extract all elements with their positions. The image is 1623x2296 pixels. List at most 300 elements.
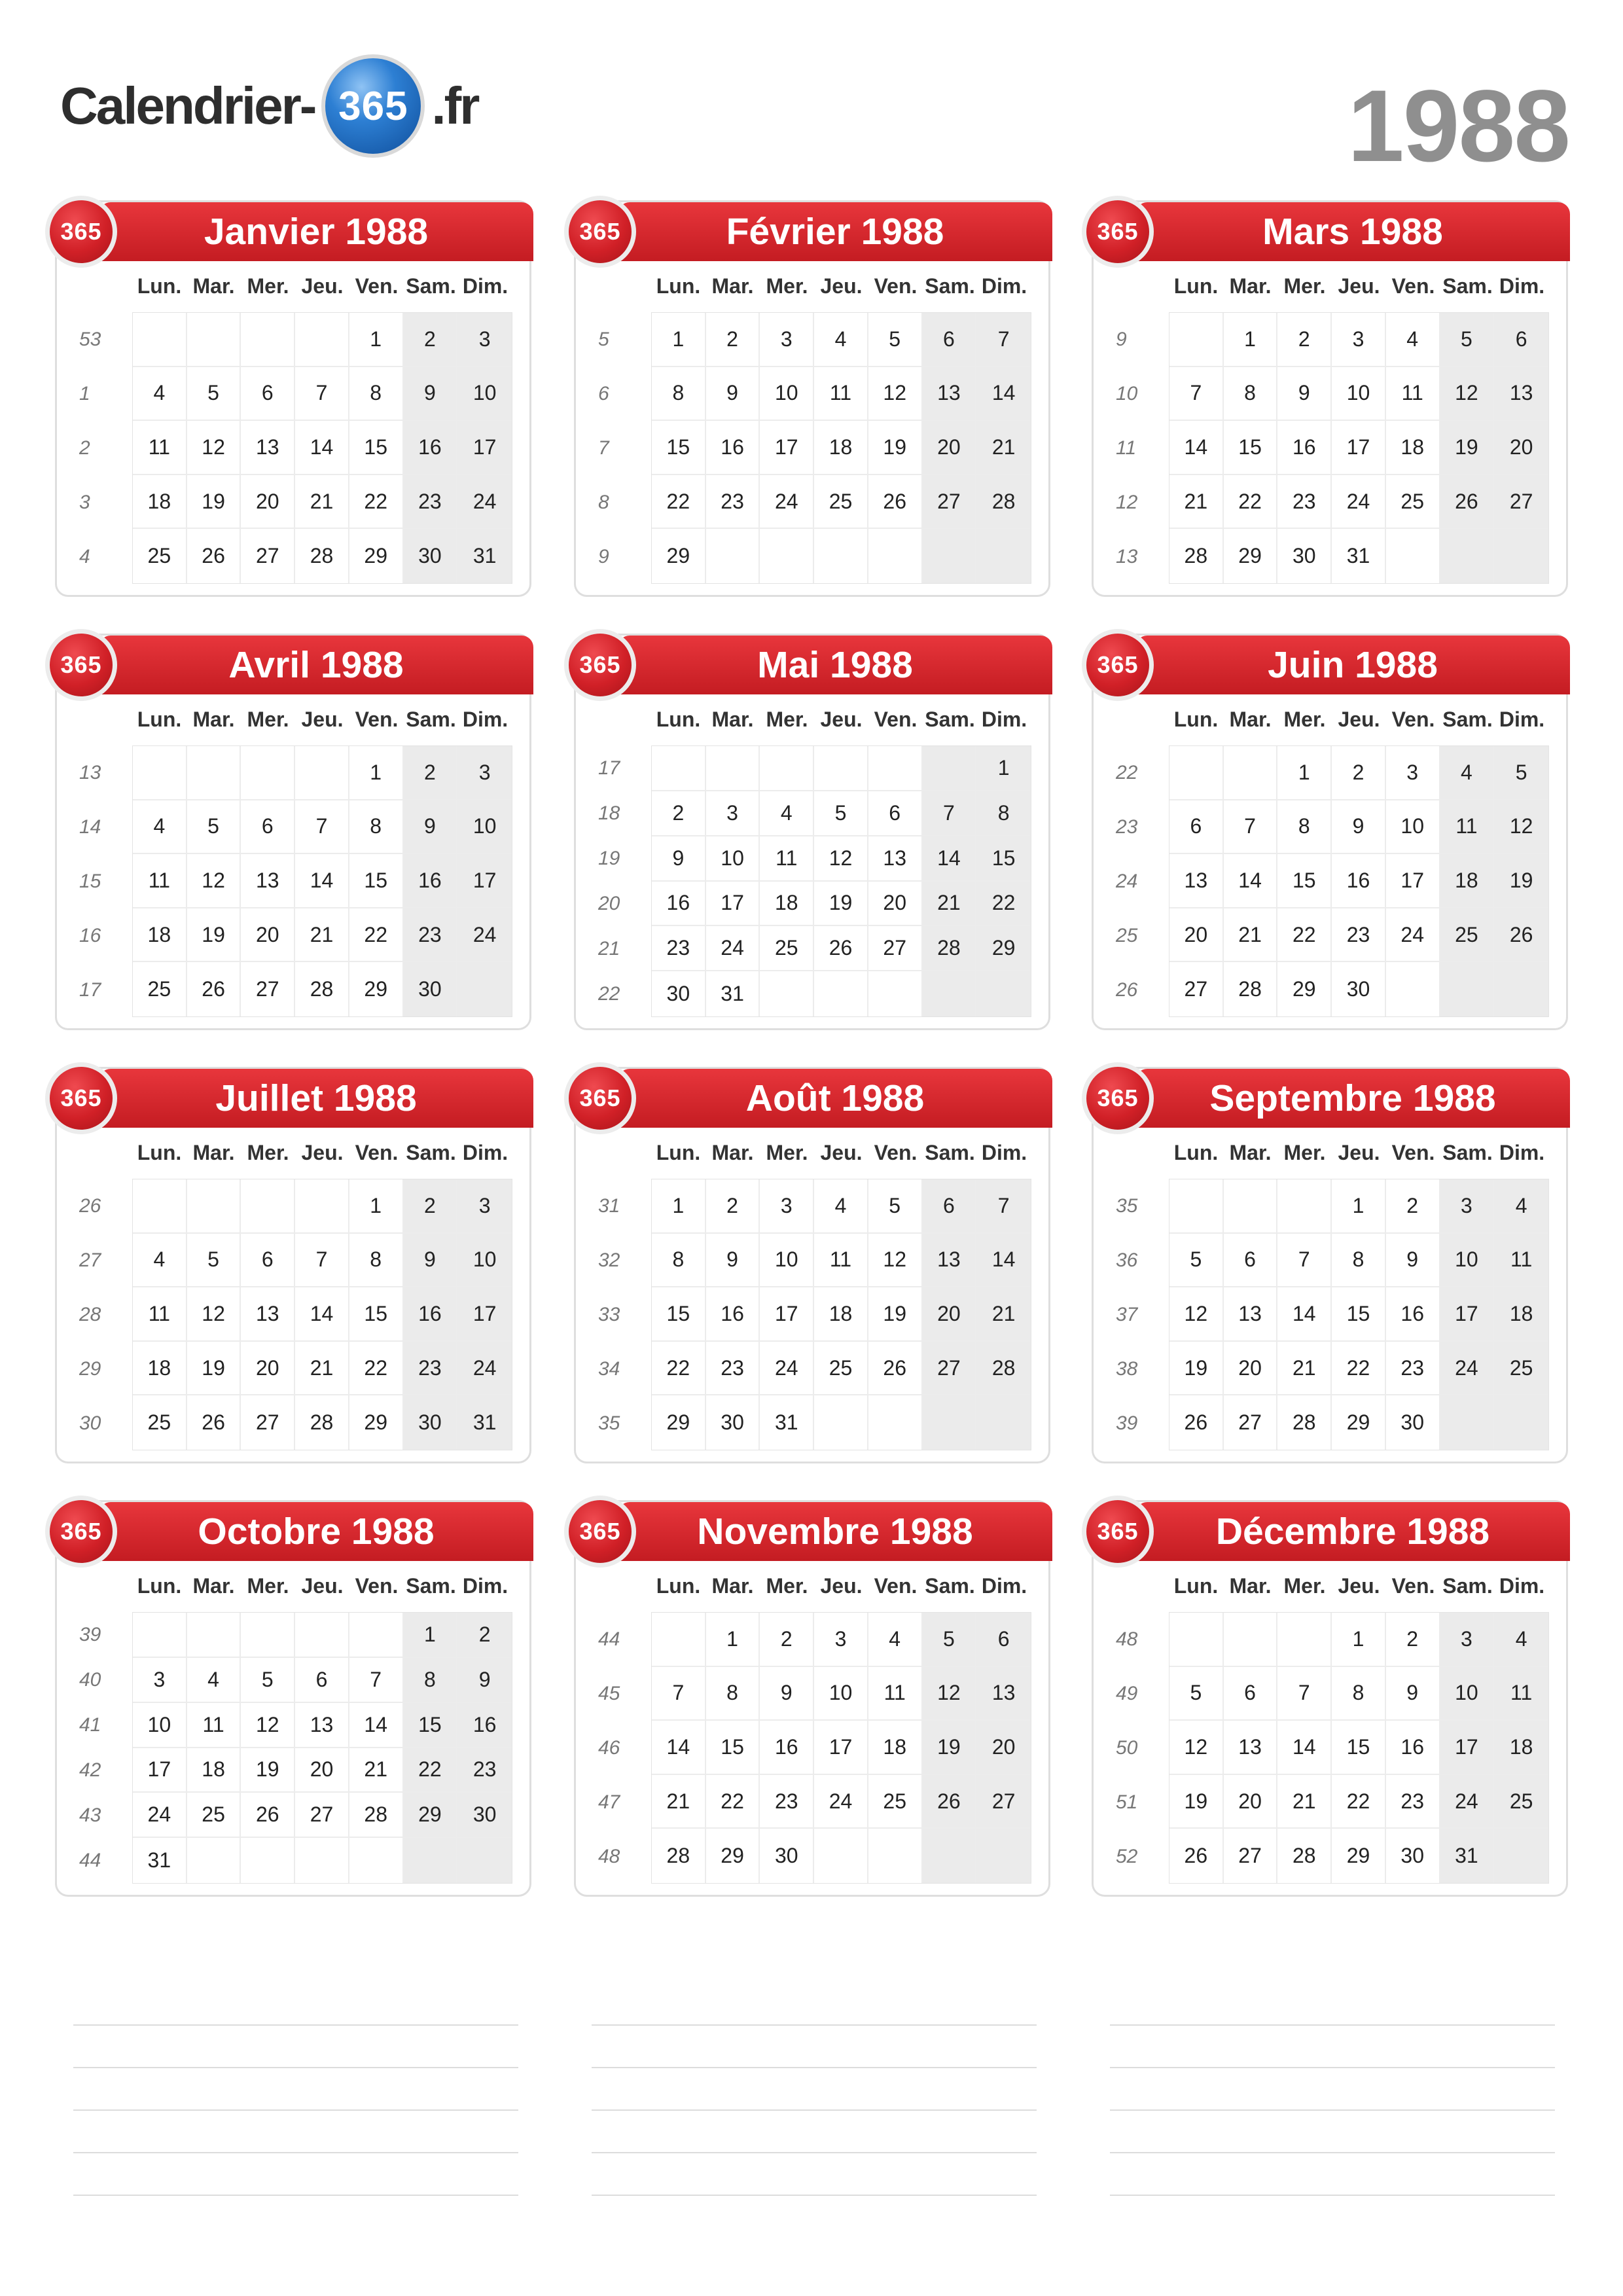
day-cell: 22 xyxy=(1332,1775,1386,1829)
month-title: Janvier 1988 xyxy=(99,202,533,261)
weekday-label: Jeu. xyxy=(820,274,863,298)
empty-cell xyxy=(241,746,295,800)
day-cell: 8 xyxy=(349,367,404,422)
day-cell: 5 xyxy=(1440,313,1495,367)
day-cell: 11 xyxy=(1440,800,1495,855)
day-cell: 17 xyxy=(1332,421,1386,475)
day-cell: 3 xyxy=(1332,313,1386,367)
day-cell: 24 xyxy=(1440,1342,1495,1396)
day-cell: 1 xyxy=(976,746,1031,791)
day-cell: 31 xyxy=(457,529,512,583)
day-cell: 2 xyxy=(404,746,458,800)
day-cell: 21 xyxy=(652,1775,706,1829)
day-cell: 19 xyxy=(868,1287,923,1342)
notes-column-1 xyxy=(73,1983,518,2232)
empty-cell xyxy=(706,529,760,583)
empty-cell xyxy=(814,746,868,791)
day-cell: 5 xyxy=(1169,1234,1224,1288)
weekday-label: Lun. xyxy=(656,1141,701,1164)
day-cell: 9 xyxy=(1277,367,1332,422)
empty-cell xyxy=(814,971,868,1016)
week-number: 46 xyxy=(598,1736,620,1759)
day-cell: 27 xyxy=(241,962,295,1016)
day-cell: 20 xyxy=(868,882,923,927)
weekday-label: Jeu. xyxy=(1338,1574,1380,1598)
day-cell: 10 xyxy=(760,367,814,422)
day-cell: 2 xyxy=(1386,1613,1440,1667)
day-cell: 7 xyxy=(1169,367,1224,422)
day-cell: 22 xyxy=(404,1748,458,1793)
weekday-label: Lun. xyxy=(1173,1574,1219,1598)
day-grid xyxy=(1169,1612,1549,1884)
day-cell: 20 xyxy=(1224,1342,1278,1396)
month-badge: 365 xyxy=(45,629,117,701)
week-number: 22 xyxy=(1116,761,1138,783)
day-cell: 17 xyxy=(760,421,814,475)
empty-cell xyxy=(1494,1829,1548,1883)
empty-cell xyxy=(1440,1395,1495,1450)
weekday-label: Sam. xyxy=(925,708,975,731)
day-cell: 6 xyxy=(295,1658,349,1703)
empty-cell xyxy=(295,1838,349,1883)
empty-cell xyxy=(923,529,977,583)
weekday-label: Dim. xyxy=(1499,708,1545,731)
day-cell: 29 xyxy=(349,962,404,1016)
weekday-label: Dim. xyxy=(981,1574,1027,1598)
day-cell: 7 xyxy=(295,367,349,422)
weekday-label: Sam. xyxy=(925,1141,975,1164)
day-grid xyxy=(651,745,1031,1017)
weekday-label: Mar. xyxy=(192,274,235,298)
day-cell: 13 xyxy=(976,1667,1031,1721)
weekday-label: Mer. xyxy=(247,1141,289,1164)
week-number: 50 xyxy=(1116,1736,1138,1759)
day-cell: 2 xyxy=(1386,1179,1440,1234)
day-cell: 7 xyxy=(295,1234,349,1288)
weekday-label: Jeu. xyxy=(301,274,344,298)
empty-cell xyxy=(923,1395,977,1450)
day-cell: 25 xyxy=(133,529,187,583)
empty-cell xyxy=(814,1829,868,1883)
month-card xyxy=(55,1067,531,1463)
month-card xyxy=(574,1500,1050,1897)
day-cell: 16 xyxy=(706,1287,760,1342)
day-cell: 13 xyxy=(1494,367,1548,422)
day-cell: 10 xyxy=(1332,367,1386,422)
day-cell: 4 xyxy=(814,313,868,367)
day-cell: 21 xyxy=(1169,475,1224,529)
day-cell: 2 xyxy=(404,313,458,367)
day-cell: 10 xyxy=(1440,1667,1495,1721)
empty-cell xyxy=(1169,313,1224,367)
day-cell: 3 xyxy=(760,1179,814,1234)
day-cell: 26 xyxy=(1169,1395,1224,1450)
day-cell: 23 xyxy=(1332,908,1386,963)
empty-cell xyxy=(1277,1613,1332,1667)
weekday-label: Jeu. xyxy=(820,1574,863,1598)
day-grid xyxy=(651,1612,1031,1884)
day-cell: 16 xyxy=(760,1721,814,1775)
day-cell: 11 xyxy=(1494,1667,1548,1721)
day-cell: 4 xyxy=(187,1658,241,1703)
day-cell: 13 xyxy=(1169,854,1224,908)
empty-cell xyxy=(133,1613,187,1658)
empty-cell xyxy=(923,1829,977,1883)
day-cell: 4 xyxy=(133,1234,187,1288)
weekday-label: Mer. xyxy=(766,274,808,298)
day-cell: 3 xyxy=(1440,1179,1495,1234)
month-title: Février 1988 xyxy=(618,202,1052,261)
day-cell: 8 xyxy=(976,791,1031,836)
note-line xyxy=(592,1983,1037,2026)
weekday-label: Jeu. xyxy=(301,1574,344,1598)
week-number: 26 xyxy=(79,1194,101,1217)
week-number: 13 xyxy=(79,761,101,783)
week-number: 39 xyxy=(79,1623,101,1645)
day-cell: 22 xyxy=(652,1342,706,1396)
note-line xyxy=(73,2068,518,2111)
weekday-label: Mer. xyxy=(1283,1574,1326,1598)
month-badge: 365 xyxy=(564,196,636,268)
day-cell: 3 xyxy=(814,1613,868,1667)
day-cell: 7 xyxy=(652,1667,706,1721)
day-cell: 3 xyxy=(760,313,814,367)
week-number: 34 xyxy=(598,1357,620,1380)
day-cell: 30 xyxy=(1277,529,1332,583)
week-numbers xyxy=(1103,1179,1162,1450)
week-number: 33 xyxy=(598,1303,620,1325)
day-cell: 12 xyxy=(1169,1287,1224,1342)
empty-cell xyxy=(241,313,295,367)
day-cell: 25 xyxy=(133,962,187,1016)
day-cell: 2 xyxy=(706,1179,760,1234)
day-cell: 6 xyxy=(868,791,923,836)
day-cell: 29 xyxy=(1332,1395,1386,1450)
note-line xyxy=(592,2111,1037,2153)
week-number: 3 xyxy=(79,491,90,513)
day-cell: 10 xyxy=(457,367,512,422)
day-grid xyxy=(132,1179,512,1450)
weekday-label: Dim. xyxy=(462,708,508,731)
month-card xyxy=(55,1500,531,1897)
day-cell: 17 xyxy=(814,1721,868,1775)
week-number: 37 xyxy=(1116,1303,1138,1325)
day-cell: 14 xyxy=(652,1721,706,1775)
day-cell: 13 xyxy=(295,1703,349,1748)
day-cell: 29 xyxy=(1332,1829,1386,1883)
month-card xyxy=(55,634,531,1030)
day-grid xyxy=(1169,745,1549,1017)
week-number: 52 xyxy=(1116,1845,1138,1867)
day-cell: 2 xyxy=(652,791,706,836)
month-badge: 365 xyxy=(45,1062,117,1134)
day-cell: 13 xyxy=(241,854,295,908)
empty-cell xyxy=(652,1613,706,1667)
day-cell: 20 xyxy=(1169,908,1224,963)
week-number: 22 xyxy=(598,983,620,1005)
day-cell: 8 xyxy=(652,367,706,422)
day-cell: 25 xyxy=(814,1342,868,1396)
day-cell: 24 xyxy=(1440,1775,1495,1829)
empty-cell xyxy=(1386,962,1440,1016)
weekday-label: Jeu. xyxy=(1338,1141,1380,1164)
day-cell: 13 xyxy=(868,836,923,882)
weekday-label: Lun. xyxy=(137,1574,182,1598)
day-cell: 31 xyxy=(457,1395,512,1450)
day-grid xyxy=(1169,1179,1549,1450)
month-card xyxy=(1092,1067,1568,1463)
empty-cell xyxy=(868,1829,923,1883)
day-cell: 30 xyxy=(457,1793,512,1838)
day-cell: 20 xyxy=(241,908,295,963)
day-cell: 30 xyxy=(760,1829,814,1883)
day-cell: 10 xyxy=(133,1703,187,1748)
day-cell: 28 xyxy=(1224,962,1278,1016)
brand-suffix: .fr xyxy=(431,77,478,135)
day-cell: 25 xyxy=(133,1395,187,1450)
day-cell: 12 xyxy=(814,836,868,882)
empty-cell xyxy=(295,1179,349,1234)
day-cell: 5 xyxy=(187,367,241,422)
day-cell: 1 xyxy=(349,746,404,800)
day-cell: 30 xyxy=(652,971,706,1016)
day-cell: 10 xyxy=(1386,800,1440,855)
day-cell: 28 xyxy=(976,1342,1031,1396)
weekday-label: Lun. xyxy=(1173,1141,1219,1164)
day-cell: 24 xyxy=(1332,475,1386,529)
month-badge: 365 xyxy=(1082,1062,1154,1134)
weekday-label: Sam. xyxy=(925,274,975,298)
weekday-label: Mer. xyxy=(766,1574,808,1598)
week-number: 6 xyxy=(598,382,609,404)
day-cell: 21 xyxy=(1277,1342,1332,1396)
week-number: 35 xyxy=(598,1412,620,1434)
day-cell: 7 xyxy=(976,1179,1031,1234)
day-cell: 24 xyxy=(706,926,760,971)
day-cell: 27 xyxy=(1224,1829,1278,1883)
weekday-label: Dim. xyxy=(462,1141,508,1164)
empty-cell xyxy=(349,1613,404,1658)
day-cell: 16 xyxy=(652,882,706,927)
day-cell: 17 xyxy=(706,882,760,927)
day-cell: 30 xyxy=(404,1395,458,1450)
day-cell: 13 xyxy=(923,1234,977,1288)
day-cell: 22 xyxy=(349,475,404,529)
weekday-label: Ven. xyxy=(874,274,918,298)
month-title: Octobre 1988 xyxy=(99,1502,533,1561)
weekday-label: Ven. xyxy=(355,1141,399,1164)
day-cell: 8 xyxy=(706,1667,760,1721)
day-cell: 13 xyxy=(923,367,977,422)
day-cell: 24 xyxy=(760,1342,814,1396)
day-cell: 26 xyxy=(1494,908,1548,963)
month-badge: 365 xyxy=(564,629,636,701)
day-cell: 26 xyxy=(187,962,241,1016)
day-cell: 15 xyxy=(349,421,404,475)
day-cell: 23 xyxy=(404,1342,458,1396)
day-cell: 27 xyxy=(1169,962,1224,1016)
day-cell: 3 xyxy=(1386,746,1440,800)
day-cell: 10 xyxy=(457,1234,512,1288)
day-cell: 26 xyxy=(868,475,923,529)
day-cell: 9 xyxy=(652,836,706,882)
day-cell: 1 xyxy=(706,1613,760,1667)
week-numbers xyxy=(1103,745,1162,1017)
day-cell: 2 xyxy=(706,313,760,367)
day-cell: 24 xyxy=(457,475,512,529)
month-card xyxy=(55,200,531,597)
empty-cell xyxy=(457,962,512,1016)
day-cell: 15 xyxy=(652,421,706,475)
month-title: Septembre 1988 xyxy=(1135,1069,1570,1128)
day-cell: 28 xyxy=(349,1793,404,1838)
week-number: 2 xyxy=(79,437,90,459)
day-cell: 23 xyxy=(404,475,458,529)
day-cell: 9 xyxy=(706,1234,760,1288)
day-cell: 27 xyxy=(923,1342,977,1396)
notes-column-2 xyxy=(592,1983,1037,2232)
weekday-label: Sam. xyxy=(1442,1141,1493,1164)
day-cell: 9 xyxy=(706,367,760,422)
day-cell: 26 xyxy=(1440,475,1495,529)
day-cell: 19 xyxy=(187,908,241,963)
month-title: Avril 1988 xyxy=(99,636,533,694)
note-line xyxy=(592,2153,1037,2196)
month-title: Août 1988 xyxy=(618,1069,1052,1128)
empty-cell xyxy=(1440,962,1495,1016)
empty-cell xyxy=(923,746,977,791)
empty-cell xyxy=(868,746,923,791)
day-cell: 8 xyxy=(349,800,404,855)
note-line xyxy=(73,1983,518,2026)
empty-cell xyxy=(1494,1395,1548,1450)
day-cell: 18 xyxy=(814,1287,868,1342)
day-cell: 29 xyxy=(652,529,706,583)
day-cell: 30 xyxy=(1386,1395,1440,1450)
empty-cell xyxy=(868,1395,923,1450)
weekday-label: Mar. xyxy=(711,1574,754,1598)
day-cell: 3 xyxy=(133,1658,187,1703)
week-number: 21 xyxy=(598,938,620,960)
week-number: 19 xyxy=(598,847,620,869)
week-number: 36 xyxy=(1116,1249,1138,1271)
day-cell: 21 xyxy=(1224,908,1278,963)
day-cell: 4 xyxy=(133,367,187,422)
day-cell: 15 xyxy=(976,836,1031,882)
day-cell: 24 xyxy=(457,908,512,963)
day-cell: 5 xyxy=(241,1658,295,1703)
empty-cell xyxy=(976,1829,1031,1883)
day-cell: 6 xyxy=(923,313,977,367)
day-cell: 6 xyxy=(1169,800,1224,855)
day-cell: 26 xyxy=(187,1395,241,1450)
day-cell: 22 xyxy=(652,475,706,529)
day-cell: 10 xyxy=(457,800,512,855)
month-card xyxy=(1092,634,1568,1030)
day-cell: 22 xyxy=(1224,475,1278,529)
weekday-label: Mar. xyxy=(1229,708,1272,731)
weekday-label: Jeu. xyxy=(820,708,863,731)
week-number: 8 xyxy=(598,491,609,513)
day-cell: 22 xyxy=(706,1775,760,1829)
day-cell: 27 xyxy=(923,475,977,529)
empty-cell xyxy=(295,313,349,367)
day-cell: 24 xyxy=(133,1793,187,1838)
day-cell: 9 xyxy=(760,1667,814,1721)
weekday-label: Ven. xyxy=(874,708,918,731)
week-number: 23 xyxy=(1116,816,1138,838)
day-cell: 12 xyxy=(868,367,923,422)
day-cell: 16 xyxy=(404,1287,458,1342)
day-cell: 4 xyxy=(868,1613,923,1667)
week-number: 35 xyxy=(1116,1194,1138,1217)
day-cell: 14 xyxy=(1277,1287,1332,1342)
weekday-label: Lun. xyxy=(656,1574,701,1598)
day-cell: 25 xyxy=(760,926,814,971)
weekday-label: Sam. xyxy=(925,1574,975,1598)
day-cell: 16 xyxy=(1332,854,1386,908)
day-cell: 18 xyxy=(814,421,868,475)
page-header xyxy=(0,0,1623,190)
week-number: 11 xyxy=(1116,437,1137,459)
day-cell: 18 xyxy=(1440,854,1495,908)
day-cell: 22 xyxy=(349,908,404,963)
day-cell: 19 xyxy=(814,882,868,927)
week-number: 24 xyxy=(1116,870,1138,892)
weekday-label: Mer. xyxy=(766,708,808,731)
day-cell: 28 xyxy=(295,529,349,583)
weekday-label: Lun. xyxy=(1173,708,1219,731)
day-cell: 19 xyxy=(1169,1775,1224,1829)
week-number: 14 xyxy=(79,816,101,838)
day-cell: 11 xyxy=(133,1287,187,1342)
day-cell: 23 xyxy=(706,1342,760,1396)
day-cell: 2 xyxy=(1277,313,1332,367)
day-cell: 20 xyxy=(295,1748,349,1793)
day-cell: 21 xyxy=(295,908,349,963)
weekday-label: Mer. xyxy=(247,708,289,731)
day-cell: 22 xyxy=(1277,908,1332,963)
empty-cell xyxy=(1494,962,1548,1016)
day-cell: 23 xyxy=(760,1775,814,1829)
day-cell: 25 xyxy=(187,1793,241,1838)
day-cell: 12 xyxy=(187,1287,241,1342)
weekday-label: Ven. xyxy=(355,1574,399,1598)
day-cell: 11 xyxy=(814,1234,868,1288)
week-number: 40 xyxy=(79,1668,101,1691)
day-cell: 26 xyxy=(868,1342,923,1396)
empty-cell xyxy=(1169,1613,1224,1667)
week-number: 15 xyxy=(79,870,101,892)
week-number: 42 xyxy=(79,1759,101,1782)
weekday-label: Mar. xyxy=(1229,274,1272,298)
day-cell: 21 xyxy=(976,1287,1031,1342)
empty-cell xyxy=(187,746,241,800)
note-line xyxy=(73,2026,518,2068)
day-cell: 25 xyxy=(868,1775,923,1829)
weekday-label: Dim. xyxy=(981,1141,1027,1164)
month-title: Novembre 1988 xyxy=(618,1502,1052,1561)
day-cell: 20 xyxy=(1494,421,1548,475)
day-cell: 20 xyxy=(241,475,295,529)
day-cell: 6 xyxy=(1224,1234,1278,1288)
month-badge: 365 xyxy=(45,196,117,268)
day-cell: 4 xyxy=(1494,1179,1548,1234)
week-number: 32 xyxy=(598,1249,620,1271)
day-cell: 23 xyxy=(706,475,760,529)
day-cell: 15 xyxy=(1277,854,1332,908)
month-card xyxy=(574,634,1050,1030)
